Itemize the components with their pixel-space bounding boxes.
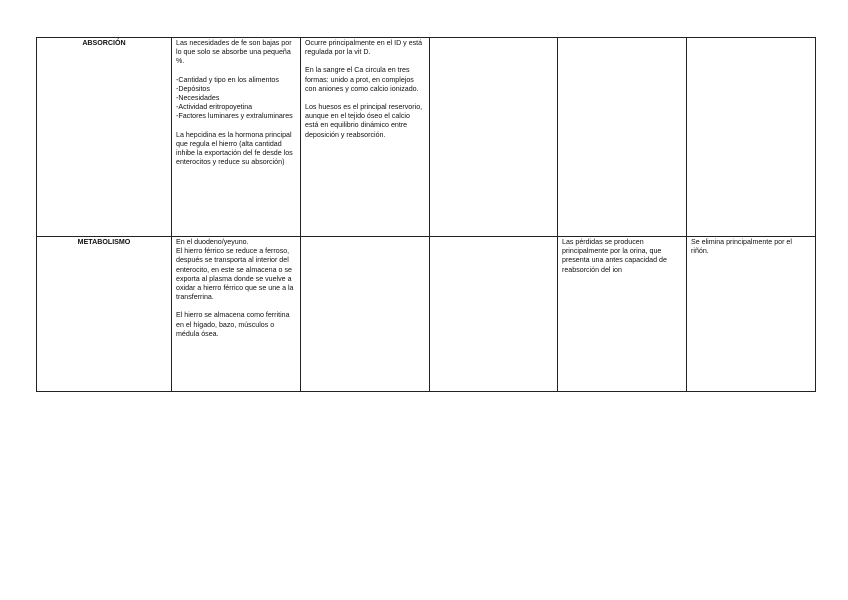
cell-text-line: El hierro se almacena como ferritina en el hígado, bazo, músculos o médula ósea. <box>176 311 290 338</box>
metabolismo-cell-4 <box>430 237 558 392</box>
cell-text-line: Las pérdidas se producen principalmente por la orina, que presenta una antes capacidad de reabsorción del ion <box>562 238 667 274</box>
cell-text-line: En la sangre el Ca circula en tres formas: unido a prot, en complejos con aniones y como calcio ionizado. <box>305 66 419 93</box>
cell-text-line: Se elimina principalmente por el riñón. <box>691 238 792 256</box>
cell-paragraph <box>691 238 811 256</box>
row-header-metabolismo: METABOLISMO <box>37 237 172 392</box>
cell-text-line: -Depósitos <box>176 84 210 93</box>
cell-paragraph <box>305 103 425 140</box>
cell-paragraph <box>305 39 425 57</box>
cell-paragraph <box>176 238 296 302</box>
cell-text-line: -Necesidades <box>176 94 220 103</box>
cell-paragraph <box>176 76 296 122</box>
cell-text-line: Los huesos es el principal reservorio, aunque en el tejido óseo el calcio está en equilibrio dinámico entre deposición y reabsorción. <box>305 103 423 139</box>
table-row-absorcion <box>37 38 816 237</box>
cell-paragraph <box>305 66 425 94</box>
cell-paragraph <box>176 131 296 168</box>
metabolismo-elimination-cell <box>687 237 816 392</box>
cell-text-line: Ocurre principalmente en el ID y está regulada por la vit D. <box>305 39 423 57</box>
cell-text-line: El hierro férrico se reduce a ferroso, después se transporta al interior del enterocito, en este se almacena o se exporta al plasma donde se vuelve a oxidar a hierro férrico que se une a la transferrina. <box>176 247 294 302</box>
table-row-metabolismo <box>37 237 816 392</box>
cell-paragraph <box>176 39 296 67</box>
cell-text-line: -Factores luminares y extraluminares <box>176 112 293 121</box>
metabolismo-iron-cell <box>172 237 301 392</box>
cell-paragraph <box>176 311 296 339</box>
metabolismo-cell-3 <box>301 237 430 392</box>
absorcion-iron-cell <box>172 38 301 237</box>
absorcion-calcium-cell <box>301 38 430 237</box>
absorcion-cell-4 <box>430 38 558 237</box>
absorcion-cell-5 <box>558 38 687 237</box>
metabolismo-losses-cell <box>558 237 687 392</box>
document-table-container <box>36 37 815 392</box>
cell-text-line: -Actividad eritropoyetina <box>176 103 253 112</box>
absorcion-cell-6 <box>687 38 816 237</box>
cell-text-line: Las necesidades de fe son bajas por lo que solo se absorbe una pequeña %. <box>176 39 292 66</box>
cell-text-line: En el duodeno/yeyuno. <box>176 238 249 246</box>
nutrient-table <box>36 37 816 392</box>
cell-text-line: La hepcidina es la hormona principal que regula el hierro (alta cantidad inhibe la exportación del fe desde los enterocitos y reduce su absorción) <box>176 130 293 167</box>
row-header-absorcion: ABSORCIÓN <box>37 38 172 237</box>
cell-paragraph <box>562 238 682 275</box>
cell-text-line: -Cantidad y tipo en los alimentos <box>176 75 279 84</box>
